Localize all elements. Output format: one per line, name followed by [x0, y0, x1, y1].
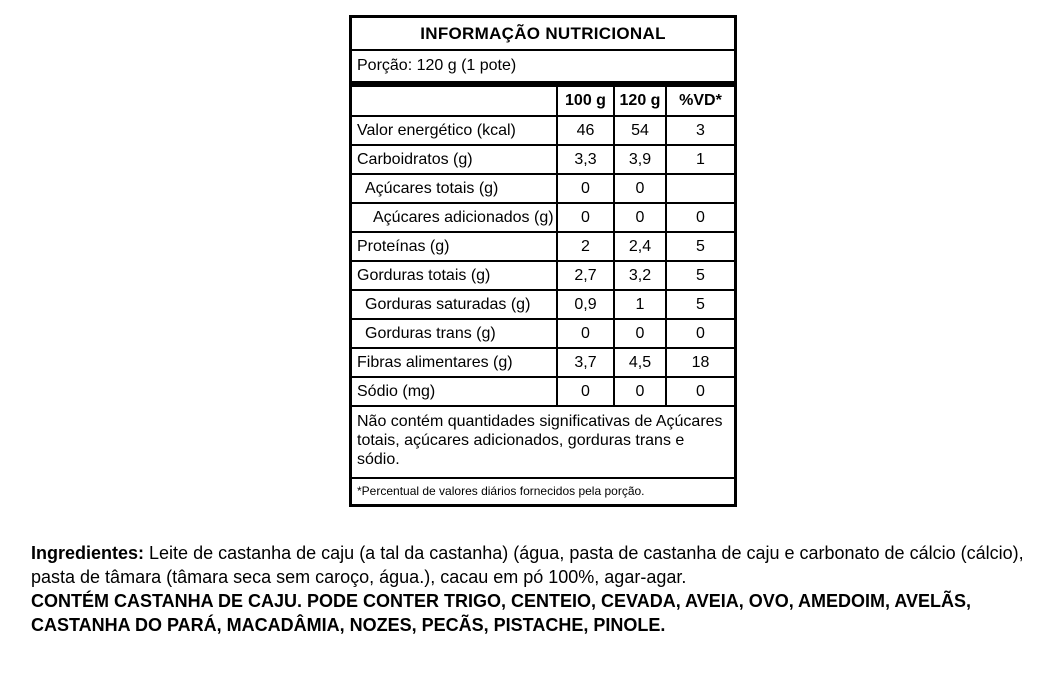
value-100g: 0 [557, 319, 614, 348]
table-row [352, 377, 734, 406]
value-100g: 2,7 [557, 261, 614, 290]
table-row [352, 261, 734, 290]
value-vd: 5 [666, 232, 734, 261]
value-vd: 5 [666, 290, 734, 319]
value-120g: 4,5 [614, 348, 666, 377]
value-100g: 0,9 [557, 290, 614, 319]
nutrient-label: Sódio (mg) [352, 377, 557, 406]
ingredients-label: Ingredientes: [31, 543, 145, 563]
table-row [352, 203, 734, 232]
value-120g: 0 [614, 203, 666, 232]
value-120g: 1 [614, 290, 666, 319]
value-100g: 3,7 [557, 348, 614, 377]
column-header-vd: %VD* [666, 87, 734, 116]
value-100g: 46 [557, 116, 614, 145]
ingredients-block [31, 541, 1043, 637]
value-100g: 2 [557, 232, 614, 261]
column-header-120g: 120 g [614, 87, 666, 116]
table-row [352, 319, 734, 348]
table-row [352, 145, 734, 174]
nutrition-label-box [349, 15, 737, 507]
nutrient-label: Gorduras totais (g) [352, 261, 557, 290]
value-vd: 5 [666, 261, 734, 290]
no-significant-amounts-note: Não contém quantidades significativas de Açúcares totais, açúcares adicionados, gorduras trans e sódio. [352, 407, 734, 479]
nutrition-table-title: INFORMAÇÃO NUTRICIONAL [352, 18, 734, 51]
value-100g: 0 [557, 203, 614, 232]
nutrient-label: Gorduras saturadas (g) [352, 290, 557, 319]
value-vd [666, 174, 734, 203]
value-100g: 3,3 [557, 145, 614, 174]
nutrient-label: Gorduras trans (g) [352, 319, 557, 348]
value-vd: 0 [666, 319, 734, 348]
value-vd: 18 [666, 348, 734, 377]
ingredients-paragraph [31, 541, 1043, 589]
value-120g: 0 [614, 319, 666, 348]
value-vd: 0 [666, 377, 734, 406]
value-100g: 0 [557, 377, 614, 406]
value-120g: 3,2 [614, 261, 666, 290]
nutrient-label: Fibras alimentares (g) [352, 348, 557, 377]
value-120g: 3,9 [614, 145, 666, 174]
table-row [352, 232, 734, 261]
value-vd: 0 [666, 203, 734, 232]
table-row [352, 116, 734, 145]
daily-values-footnote: *Percentual de valores diários fornecidos pela porção. [357, 484, 645, 498]
value-vd: 1 [666, 145, 734, 174]
value-120g: 0 [614, 174, 666, 203]
allergen-statement: CONTÉM CASTANHA DE CAJU. PODE CONTER TRIGO, CENTEIO, CEVADA, AVEIA, OVO, AMEDOIM, AVELÃS, CASTANHA DO PARÁ, MACADÂMIA, NOZES, PECÃS, PISTACHE, PINOLE. [31, 591, 972, 635]
value-120g: 0 [614, 377, 666, 406]
nutrition-table [352, 87, 734, 407]
table-row [352, 290, 734, 319]
ingredients-text: Leite de castanha de caju (a tal da castanha) (água, pasta de castanha de caju e carbonato de cálcio (cálcio), pasta de tâmara (tâmara seca sem caroço, água.), cacau em pó 100%, agar-agar. [31, 543, 1024, 587]
value-120g: 54 [614, 116, 666, 145]
value-120g: 2,4 [614, 232, 666, 261]
table-header-row [352, 87, 734, 116]
empty-header-cell [352, 87, 557, 116]
nutrient-label: Açúcares totais (g) [352, 174, 557, 203]
column-header-100g: 100 g [557, 87, 614, 116]
nutrient-label: Carboidratos (g) [352, 145, 557, 174]
table-row [352, 174, 734, 203]
nutrient-label: Valor energético (kcal) [352, 116, 557, 145]
portion-info: Porção: 120 g (1 pote) [352, 51, 734, 87]
nutrient-label: Proteínas (g) [352, 232, 557, 261]
nutrient-label: Açúcares adicionados (g) [352, 203, 557, 232]
table-row [352, 348, 734, 377]
value-100g: 0 [557, 174, 614, 203]
value-vd: 3 [666, 116, 734, 145]
